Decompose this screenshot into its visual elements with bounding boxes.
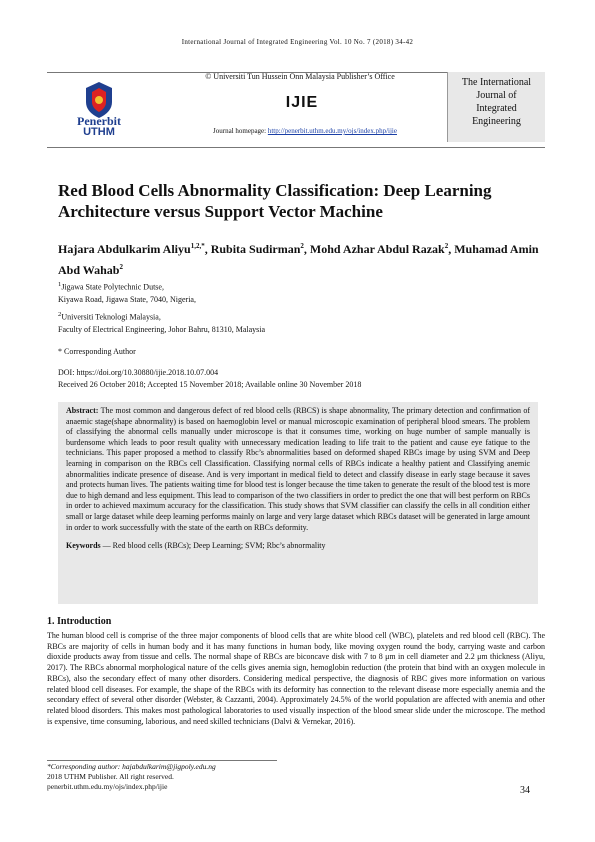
journal-name-box	[447, 72, 545, 142]
abstract-text: The most common and dangerous defect of red blood cells (RBCS) is shape abnormality, The primary detection and confirmation of anaemic stage(shape abnormality) is based on haemoglobin level or manual microscopic examination of peripheral blood smears. The problem of classifying the abnormal cells manually under microscope is that it consumes time, working on huge number of sample manually is burdensome which leads to poor result quality with unnecessary medication leading to life trait to the patient and cause eye fatique to the technicians. This paper proposed a method to classify Rbc’s abnormalities based on deformed shaped RBCs image by using SVM and Deep learning in comparison on the RBCs cell Classification. Classifying normal cells of RBCs indicate a healthy patient and Classifying anemic abnormalities indicate presence of disease. And is very important in medical field to detect and classify disease in early stage because it saves and protects human lives. The patients waiting time for blood test is longer because the time taken to generate the result of the blood test is more due to high demand and less equipment. This lead to comparison of the two classifiers in order to predict the one that will best perform on RBCs in order to achieved maximum accuracy for the classification. This study shows that SVM classifier can classify the cells in all condition either small or large dataset while deep learning performs mainly on large and very large dataset which RBCs dataset will be generated in large amount in order to work successfully with the state of the earth on RBCs deformity.	[66, 406, 531, 532]
corresponding-email: *Corresponding author: hajabdulkarim@jigpoly.edu.ng	[47, 762, 216, 771]
affiliation-line: Universiti Teknologi Malaysia,	[61, 312, 161, 322]
author-name: Hajara Abdulkarim Aliyu	[58, 242, 191, 256]
journal-name-line: Engineering	[472, 116, 521, 127]
author-name: Rubita Sudirman	[210, 242, 301, 256]
journal-homepage	[170, 127, 440, 135]
affiliation-1	[58, 279, 358, 306]
affiliation-mark: 1	[58, 281, 62, 288]
abstract-box	[58, 402, 538, 604]
submission-dates: Received 26 October 2018; Accepted 15 November 2018; Available online 30 November 2018	[58, 380, 362, 389]
paper-title: Red Blood Cells Abnormality Classification: Deep Learning Architecture versus Support Vector Machine	[58, 181, 492, 221]
author-affiliation-mark: 2	[119, 263, 123, 271]
affiliation-line: Kiyawa Road, Jigawa State, 7040, Nigeria,	[58, 294, 196, 304]
author-name: Mohd Azhar Abdul Razak	[309, 242, 445, 256]
homepage-link[interactable]: http://penerbit.uthm.edu.my/ojs/index.php/ijie	[267, 127, 397, 135]
abstract	[66, 406, 530, 533]
author-list	[58, 237, 548, 279]
publisher-logo	[58, 80, 140, 136]
header-rule-bottom	[47, 147, 545, 148]
author-separator: ,	[204, 242, 211, 256]
journal-name-line: Integrated	[476, 103, 517, 114]
journal-site: penerbit.uthm.edu.my/ojs/index.php/ijie	[47, 782, 168, 791]
author-name: Muhamad Amin Abd Wahab	[58, 242, 539, 277]
affiliation-mark: 2	[58, 311, 62, 318]
journal-name-line: Journal of	[476, 90, 517, 101]
author-separator: ,	[448, 242, 455, 256]
logo-text-bottom: UTHM	[83, 126, 115, 136]
doi-block	[58, 367, 508, 391]
section-heading: 1. Introduction	[47, 616, 112, 627]
author-affiliation-mark: 2	[444, 242, 449, 250]
keywords-text: — Red blood cells (RBCs); Deep Learning; SVM; Rbc’s abnormality	[100, 541, 326, 551]
doi: DOI: https://doi.org/10.30880/ijie.2018.10.07.004	[58, 368, 219, 377]
footnote	[47, 762, 347, 792]
abstract-label: Abstract:	[66, 406, 99, 415]
keywords-label: Keywords	[66, 541, 101, 551]
copyright-notice: © Universiti Tun Hussein Onn Malaysia Publisher’s Office	[205, 72, 395, 81]
keywords	[66, 541, 530, 552]
publisher-rights: 2018 UTHM Publisher. All right reserved.	[47, 772, 174, 781]
logo-text-top: Penerbit	[77, 114, 121, 128]
author-affiliation-mark: 2	[300, 242, 304, 250]
affiliation-line: Faculty of Electrical Engineering, Johor Bahru, 81310, Malaysia	[58, 324, 266, 334]
corresponding-author-note: * Corresponding Author	[58, 347, 136, 356]
journal-abbr: IJIE	[285, 94, 319, 111]
running-head: International Journal of Integrated Engineering Vol. 10 No. 7 (2018) 34-42	[181, 38, 414, 46]
introduction-paragraph: The human blood cell is comprise of the three major components of blood cells that are white blood cell (WBC), platelets and red blood cell (RBC). The RBCs are majority of cells in human body and it has many functions in human body, like moving oxygen round the body, carrying waste and carbon dioxide products away from tissue and cells. The normal shape of RBCs are biconcave disk with 7 to 8 μm in cell diameter and 2.2 μm thickness (Aliyu, 2017). The RBCs abnormal morphological nature of the cells gives anemia sign, hemoglobin reduction (the protein that bind with an oxygen molecule in RBCs), also the secondary effect of many other disorders. Considering medical perspective, the diagnosis of RBC gives more information on various related blood cell diseases. For example, the shape of the RBCs with its deformity has connection to the relevant disease more especially anemia and the secondary effect of several other disorder (Webster, & Cazzanti, 2004). Approximately 24.5% of the world population are affected with anemia and other related blood disorders. This makes most pathological laboratories to used visually inspection of the blood smear slide under the microscope. The method is expensive, time consuming, laborious, and need skilled technicians (Dalvi & Vernekar, 2016).	[47, 631, 545, 726]
author-separator: ,	[303, 242, 310, 256]
page-number: 34	[520, 785, 530, 796]
affiliation-2	[58, 309, 378, 336]
affiliation-line: Jigawa State Polytechnic Dutse,	[61, 282, 164, 292]
journal-name-line: The International	[461, 77, 532, 88]
homepage-label: Journal homepage:	[213, 127, 267, 135]
author-affiliation-mark: 1,2,*	[190, 242, 205, 250]
footnote-rule	[47, 760, 277, 761]
